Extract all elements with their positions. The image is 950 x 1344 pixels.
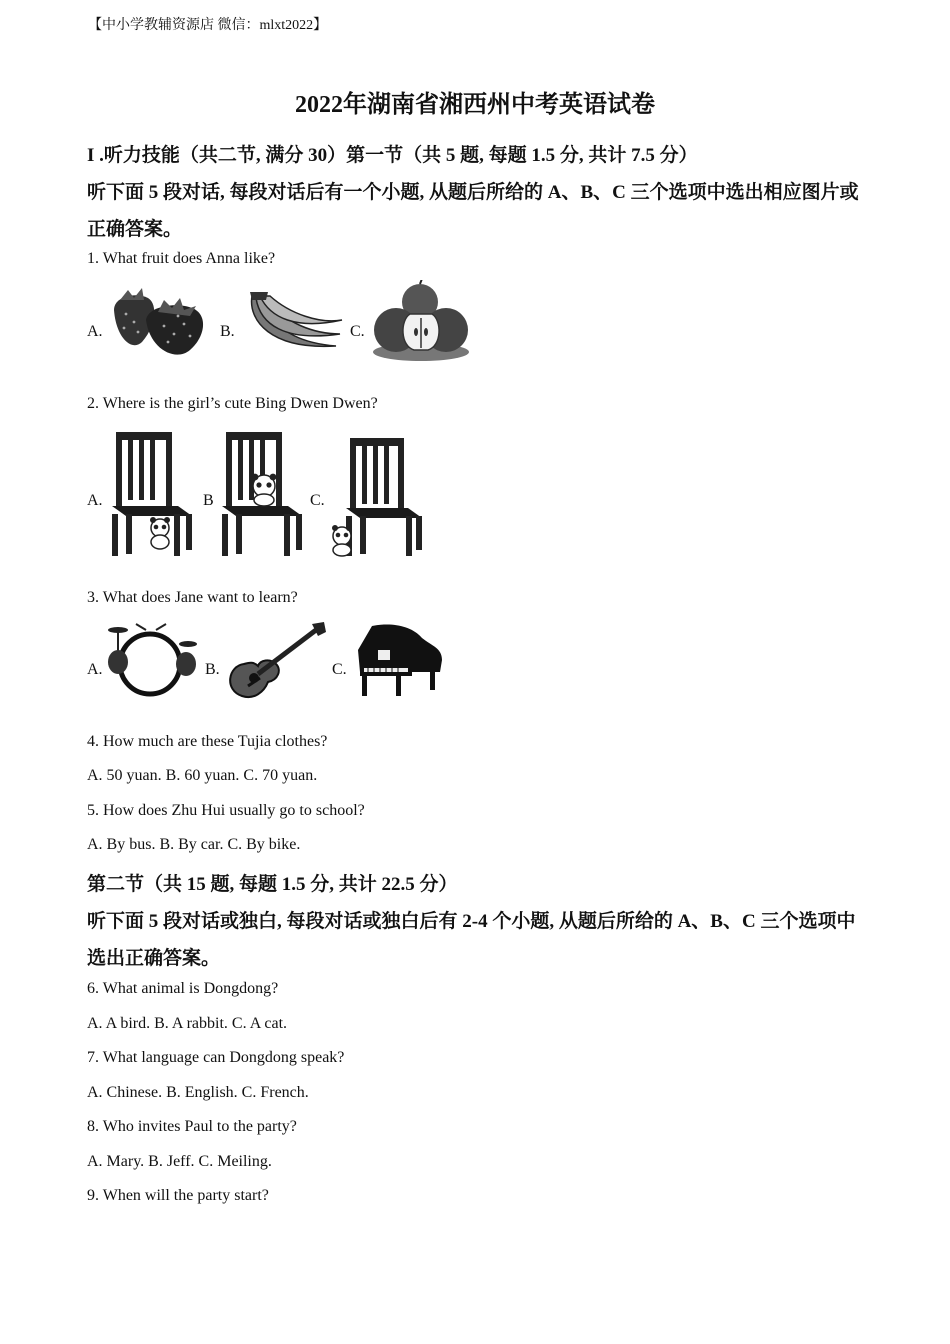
q9-question: 9. When will the party start? bbox=[87, 1187, 269, 1204]
panda-on-chair-image bbox=[218, 428, 306, 560]
q5-answers: A. By bus. B. By car. C. By bike. bbox=[87, 836, 301, 853]
q7-question: 7. What language can Dongdong speak? bbox=[87, 1049, 345, 1066]
section1-instruction-line1: 听下面 5 段对话, 每段对话后有一个小题, 从题后所给的 A、B、C 三个选项中选出相应图片或 bbox=[87, 182, 859, 203]
drum-image bbox=[106, 622, 198, 698]
q4-answers: A. 50 yuan. B. 60 yuan. C. 70 yuan. bbox=[87, 767, 318, 784]
q7-answers: A. Chinese. B. English. C. French. bbox=[87, 1084, 309, 1101]
panda-under-chair-image bbox=[108, 428, 196, 560]
q6-question: 6. What animal is Dongdong? bbox=[87, 980, 279, 997]
q8-answers: A. Mary. B. Jeff. C. Meiling. bbox=[87, 1153, 272, 1170]
q6-answers: A. A bird. B. A rabbit. C. A cat. bbox=[87, 1015, 288, 1032]
bananas-image bbox=[240, 290, 346, 362]
q1-option-b-label: B. bbox=[220, 323, 235, 340]
q4-question: 4. How much are these Tujia clothes? bbox=[87, 733, 328, 750]
section2-instruction-line2: 选出正确答案。 bbox=[87, 948, 221, 969]
q1-option-a-label: A. bbox=[87, 323, 103, 340]
panda-beside-chair-image bbox=[328, 434, 426, 560]
header-note: 【中小学教辅资源店 微信：mlxt2022】 bbox=[88, 18, 328, 33]
section1-heading: I .听力技能（共二节, 满分 30）第一节（共 5 题, 每题 1.5 分, 共计 7.5 分） bbox=[87, 145, 698, 166]
page-title: 2022年湖南省湘西州中考英语试卷 bbox=[295, 92, 655, 118]
apples-image bbox=[370, 280, 472, 364]
q8-question: 8. Who invites Paul to the party? bbox=[87, 1118, 297, 1135]
piano-image bbox=[352, 622, 444, 700]
q2-option-c-label: C. bbox=[310, 492, 325, 509]
q3-question: 3. What does Jane want to learn? bbox=[87, 589, 298, 606]
q2-question: 2. Where is the girl’s cute Bing Dwen Dwen? bbox=[87, 395, 378, 412]
q5-question: 5. How does Zhu Hui usually go to school? bbox=[87, 802, 365, 819]
q2-option-a-label: A. bbox=[87, 492, 103, 509]
q3-option-a-label: A. bbox=[87, 661, 103, 678]
q1-question: 1. What fruit does Anna like? bbox=[87, 250, 276, 267]
q3-option-c-label: C. bbox=[332, 661, 347, 678]
strawberries-image bbox=[106, 286, 214, 362]
q2-option-b-label: B bbox=[203, 492, 214, 509]
q1-option-c-label: C. bbox=[350, 323, 365, 340]
q3-option-b-label: B. bbox=[205, 661, 220, 678]
guitar-image bbox=[224, 620, 328, 700]
section1-instruction-line2: 正确答案。 bbox=[87, 219, 183, 240]
section2-heading: 第二节（共 15 题, 每题 1.5 分, 共计 22.5 分） bbox=[87, 874, 458, 895]
section2-instruction-line1: 听下面 5 段对话或独白, 每段对话或独白后有 2-4 个小题, 从题后所给的 A、B、C 三个选项中 bbox=[87, 911, 856, 932]
